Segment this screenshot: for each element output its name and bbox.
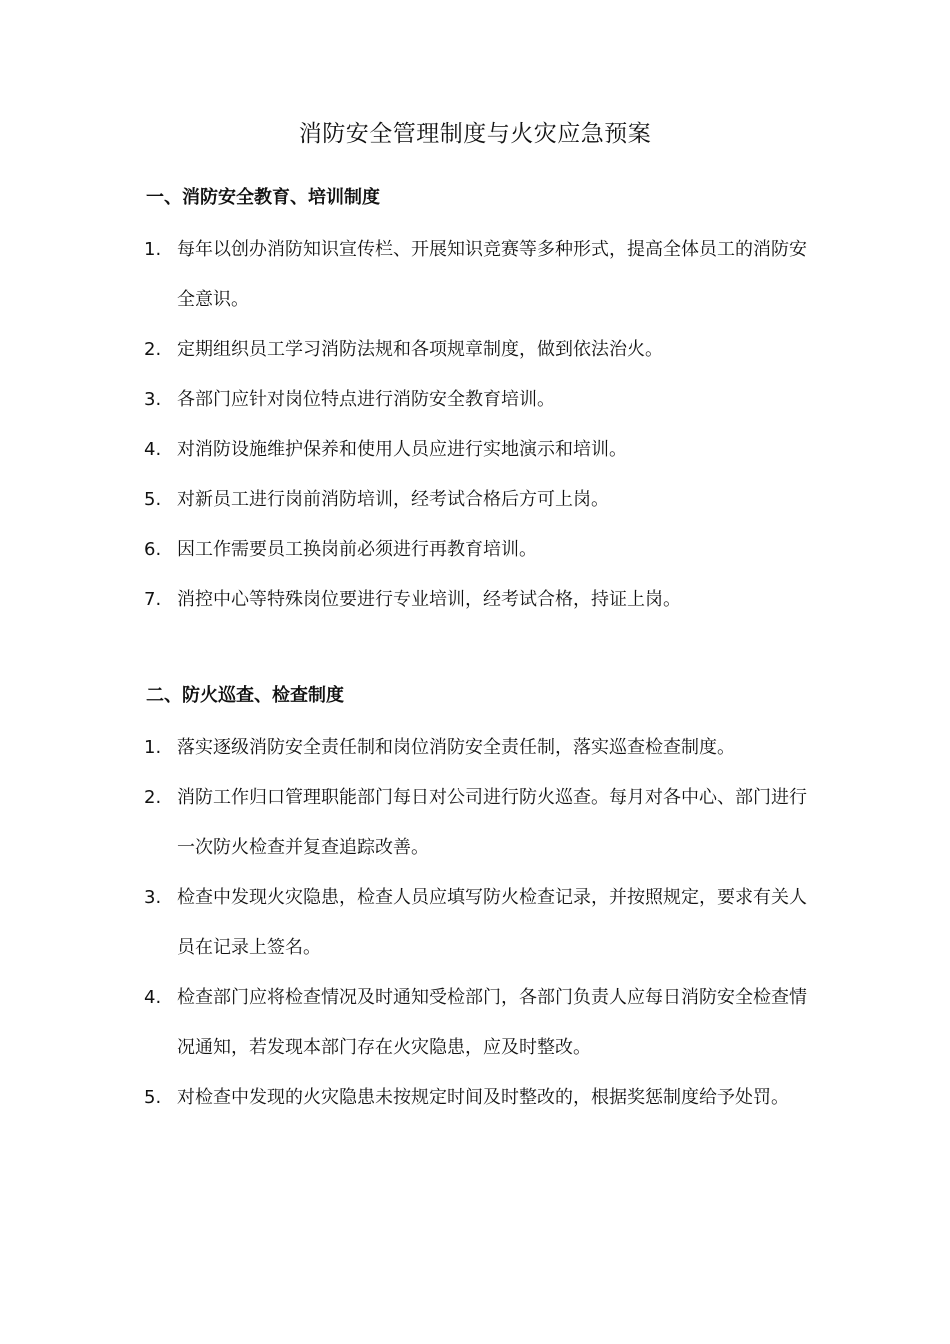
item-text: 落实逐级消防安全责任制和岗位消防安全责任制，落实巡查检查制度。 (177, 737, 735, 758)
item-number: 4. (144, 439, 162, 460)
item-number: 2. (144, 787, 162, 808)
section-item-list (0, 723, 950, 1123)
list-item (0, 325, 809, 375)
list-item (0, 525, 809, 575)
item-number: 5. (144, 489, 162, 510)
section-heading: 二、防火巡查、检查制度 (146, 685, 344, 706)
item-number: 7. (144, 589, 162, 610)
item-text: 对检查中发现的火灾隐患未按规定时间及时整改的，根据奖惩制度给予处罚。 (177, 1087, 789, 1108)
item-number: 1. (144, 737, 162, 758)
list-item (0, 575, 809, 625)
item-text: 各部门应针对岗位特点进行消防安全教育培训。 (177, 389, 555, 410)
list-item (0, 973, 809, 1073)
item-number: 3. (144, 389, 162, 410)
list-item (0, 375, 809, 425)
item-number: 2. (144, 339, 162, 360)
item-number: 4. (144, 987, 162, 1008)
item-text: 检查部门应将检查情况及时通知受检部门，各部门负责人应每日消防安全检查情况通知，若发现本部门存在火灾隐患，应及时整改。 (177, 987, 807, 1058)
item-number: 3. (144, 887, 162, 908)
item-text: 定期组织员工学习消防法规和各项规章制度，做到依法治火。 (177, 339, 663, 360)
item-number: 5. (144, 1087, 162, 1108)
item-number: 1. (144, 239, 162, 260)
section-education-training (0, 176, 950, 625)
item-text: 因工作需要员工换岗前必须进行再教育培训。 (177, 539, 537, 560)
list-item (0, 1073, 809, 1123)
list-item (0, 773, 809, 873)
section-item-list (0, 225, 950, 625)
section-heading: 一、消防安全教育、培训制度 (146, 187, 380, 208)
document-title: 消防安全管理制度与火灾应急预案 (298, 121, 652, 147)
item-number: 6. (144, 539, 162, 560)
list-item (0, 425, 809, 475)
list-item (0, 475, 809, 525)
item-text: 检查中发现火灾隐患，检查人员应填写防火检查记录，并按照规定，要求有关人员在记录上签名。 (177, 887, 807, 958)
section-patrol-inspection (0, 674, 950, 1123)
item-text: 消控中心等特殊岗位要进行专业培训，经考试合格，持证上岗。 (177, 589, 681, 610)
item-text: 对新员工进行岗前消防培训，经考试合格后方可上岗。 (177, 489, 609, 510)
list-item (0, 723, 809, 773)
item-text: 每年以创办消防知识宣传栏、开展知识竞赛等多种形式，提高全体员工的消防安全意识。 (177, 239, 807, 310)
item-text: 消防工作归口管理职能部门每日对公司进行防火巡查。每月对各中心、部门进行一次防火检查并复查追踪改善。 (177, 787, 807, 858)
list-item (0, 873, 809, 973)
list-item (0, 225, 809, 325)
item-text: 对消防设施维护保养和使用人员应进行实地演示和培训。 (177, 439, 627, 460)
